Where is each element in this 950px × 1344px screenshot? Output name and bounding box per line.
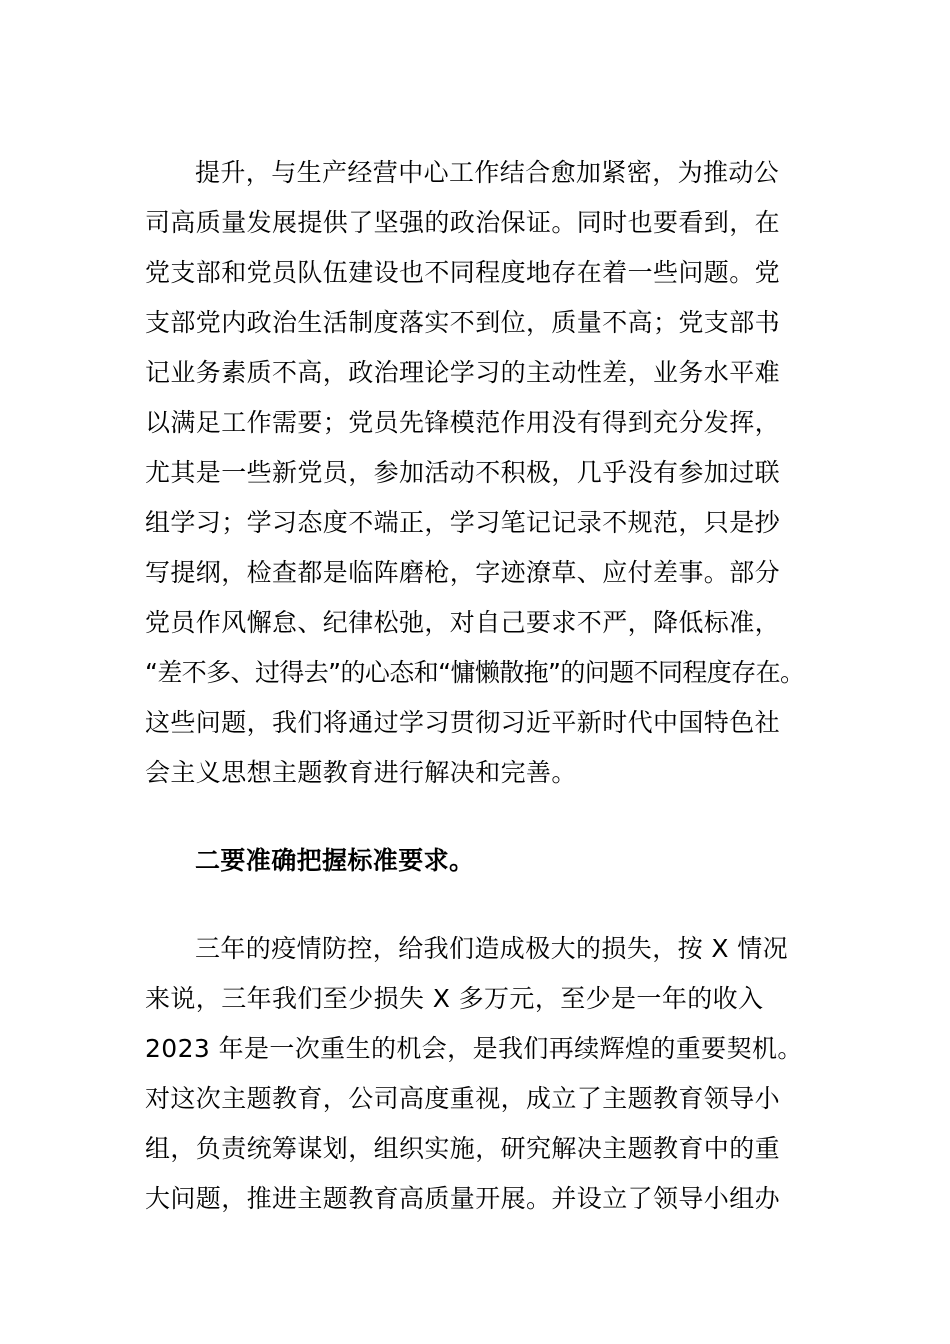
section-heading: 二要准确把握标准要求。 — [195, 846, 475, 875]
text-line: 尤其是一些新党员，参加活动不积极，几乎没有参加过联 — [145, 458, 781, 487]
text-line: 司高质量发展提供了坚强的政治保证。同时也要看到，在 — [145, 208, 781, 237]
text-line: 党支部和党员队伍建设也不同程度地存在着一些问题。党 — [145, 258, 781, 287]
paragraph-spacer — [145, 798, 835, 836]
text-line: 三年的疫情防控，给我们造成极大的损失，按 X 情况 — [195, 934, 789, 963]
text-line: 记业务素质不高，政治理论学习的主动性差，业务水平难 — [145, 358, 781, 387]
text-line: 党员作风懈怠、纪律松弛，对自己要求不严，降低标准， — [145, 608, 781, 637]
text-line: 提升，与生产经营中心工作结合愈加紧密，为推动公 — [195, 158, 780, 187]
text-line: 写提纲，检查都是临阵磨枪，字迹潦草、应付差事。部分 — [145, 558, 781, 587]
text-line: 来说，三年我们至少损失 X 多万元，至少是一年的收入 — [145, 984, 764, 1013]
paragraph-1 — [145, 148, 835, 798]
paragraph-2 — [145, 924, 835, 1224]
text-line: 组学习；学习态度不端正，学习笔记记录不规范，只是抄 — [145, 508, 781, 537]
text-line: 对这次主题教育，公司高度重视，成立了主题教育领导小 — [145, 1084, 781, 1113]
text-line: 大问题，推进主题教育高质量开展。并设立了领导小组办 — [145, 1184, 781, 1213]
text-line: 会主义思想主题教育进行解决和完善。 — [145, 758, 577, 787]
document-body — [145, 148, 835, 1224]
paragraph-spacer — [145, 886, 835, 924]
text-line: “差不多、过得去”的心态和“慵懒散拖”的问题不同程度存在。 — [145, 658, 805, 687]
text-line: 2023 年是一次重生的机会，是我们再续辉煌的重要契机。 — [145, 1034, 803, 1063]
text-line: 这些问题，我们将通过学习贯彻习近平新时代中国特色社 — [145, 708, 781, 737]
text-line: 支部党内政治生活制度落实不到位，质量不高；党支部书 — [145, 308, 781, 337]
text-line: 组，负责统筹谋划，组织实施，研究解决主题教育中的重 — [145, 1134, 781, 1163]
text-line: 以满足工作需要；党员先锋模范作用没有得到充分发挥， — [145, 408, 781, 437]
